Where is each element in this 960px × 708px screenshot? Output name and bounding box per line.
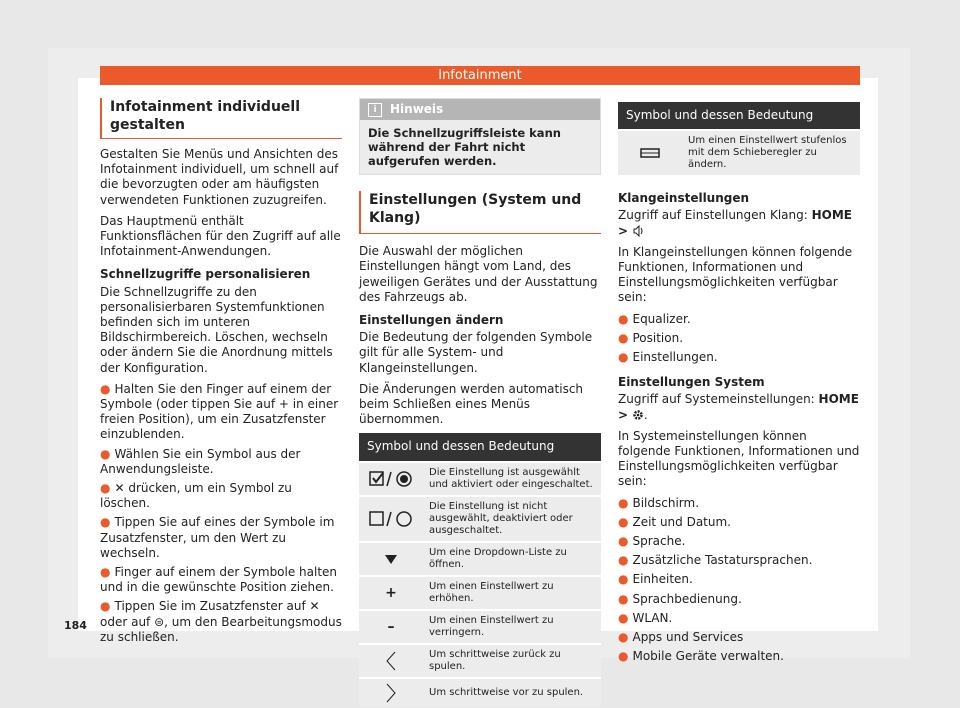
paragraph: Zugriff auf Systemeinstellungen: HOME > . [618,392,859,422]
sound-icon [632,225,644,237]
subheading: Klangeinstellungen [618,191,750,206]
paragraph: Das Hauptmenü enthält Funktionsflächen für den Zugriff auf alle Infotainment-Anwendungen. [100,213,341,259]
paragraph: Die Auswahl der möglichen Einstellungen hängt vom Land, des jeweiligen Gerätes und der Ausstattung des Fahrzeugs ab. [359,244,598,304]
table-row [618,130,860,175]
chevron-right-icon [359,678,423,707]
subheading: Schnellzugriffe personalisieren [100,267,311,282]
subheading: Einstellungen System [618,375,765,390]
hint-text: Die Schnellzugriffsleiste kann während der Fahrt nicht aufgerufen werden. [368,126,561,169]
paragraph: Zugriff auf Einstellungen Klang: HOME > [618,208,852,238]
list-item: ● Mobile Geräte verwalten. [618,649,784,664]
table-cell: Um schrittweise zurück zu spulen. [423,644,601,678]
list-item: ● Halten Sie den Finger auf einem der Symbole (oder tippen Sie auf + in einer freien Position), um ein Zusatzfenster einzublenden. [100,381,339,442]
chapter-header: Infotainment [100,66,860,85]
paragraph: Die Schnellzugriffe zu den personalisierbaren Systemfunktionen befinden sich im unteren Bildschirmbereich. Löschen, wechseln oder ändern Sie die Anordnung mittels der Konfiguration. [100,284,333,375]
table-row [359,678,601,707]
table-cell: Um einen Einstellwert stufenlos mit dem Schieberegler zu ändern. [682,130,860,175]
list-item: ● Zeit und Datum. [618,514,731,529]
list-item: ● Equalizer. [618,311,691,326]
list-item: ● Tippen Sie auf eines der Symbole im Zusatzfenster, um den Wert zu wechseln. [100,515,335,560]
section-title: Infotainment individuell gestalten [100,98,342,139]
list-item: ● Sprachbedienung. [618,591,742,606]
hint-box [359,98,601,175]
list-item: ● Finger auf einem der Symbole halten und in die gewünschte Position ziehen. [100,565,338,595]
info-icon: i [368,103,382,117]
gear-icon [632,409,644,421]
table-cell: Um eine Dropdown-Liste zu öffnen. [423,542,601,576]
paragraph: In Systemeinstellungen können folgende Funktionen, Informationen und Einstellungsmöglichkeiten verfügbar sein: [618,428,860,489]
subheading: Einstellungen ändern [359,313,504,328]
symbol-table [359,433,601,706]
table-row [359,462,601,496]
table-row [359,644,601,678]
table-cell: Um schrittweise vor zu spulen. [423,678,601,707]
list-item: ● Einheiten. [618,572,693,587]
minus-icon: – [359,610,423,644]
list-item: ● WLAN. [618,610,673,625]
page-number: 184 [64,619,87,632]
list-item: ● Sprache. [618,534,686,549]
bullet-list [100,382,342,645]
checked-box-and-radio-icon [359,462,423,496]
table-cell: Die Einstellung ist ausgewählt und aktiviert oder eingeschaltet. [423,462,601,496]
dropdown-triangle-icon [359,542,423,576]
list-item: ● Bildschirm. [618,495,700,510]
empty-box-and-radio-icon [359,496,423,542]
paragraph: Die Bedeutung der folgenden Symbole gilt für alle System- und Klangeinstellungen. [359,330,593,375]
table-cell: Um einen Einstellwert zu erhöhen. [423,576,601,610]
bullet-list [618,312,860,366]
list-item: ● Position. [618,330,684,345]
table-row [359,496,601,542]
column-2 [359,98,601,707]
plus-icon: + [359,576,423,610]
table-cell: Die Einstellung ist nicht ausgewählt, deaktiviert oder ausgeschaltet. [423,496,601,542]
list-item: ● Apps und Services [618,630,744,645]
hint-header [360,99,600,120]
symbol-table [618,102,860,175]
list-item: ● Tippen Sie im Zusatzfenster auf ✕ oder auf ⊜, um den Bearbeitungsmodus zu schließen. [100,599,342,644]
table-cell: Um einen Einstellwert zu verringern. [423,610,601,644]
slider-icon [618,130,682,175]
paragraph: Gestalten Sie Menüs und Ansichten des Infotainment individuell, um schnell auf die bevorzugten oder am häufigsten verwendeten Funktionen zuzugreifen. [100,147,339,207]
list-item: ● ✕ drücken, um ein Symbol zu löschen. [100,481,292,511]
column-1 [100,98,342,649]
list-item: ● Zusätzliche Tastatursprachen. [618,553,813,568]
table-row [359,576,601,610]
column-3 [618,98,860,668]
hint-title: Hinweis [390,102,444,116]
table-row [359,542,601,576]
chevron-left-icon [359,644,423,678]
bullet-list [618,496,860,665]
section-title: Einstellungen (System und Klang) [359,191,601,234]
list-item: ● Einstellungen. [618,350,718,365]
table-row [359,610,601,644]
table-header: Symbol und dessen Bedeutung [618,102,860,130]
paragraph: Die Änderungen werden automatisch beim Schließen eines Menüs übernommen. [359,381,584,427]
table-header: Symbol und dessen Bedeutung [359,433,601,461]
paragraph: In Klangeinstellungen können folgende Funktionen, Informationen und Einstellungsmöglichkeiten verfügbar sein: [618,244,853,305]
list-item: ● Wählen Sie ein Symbol aus der Anwendungsleiste. [100,446,301,476]
